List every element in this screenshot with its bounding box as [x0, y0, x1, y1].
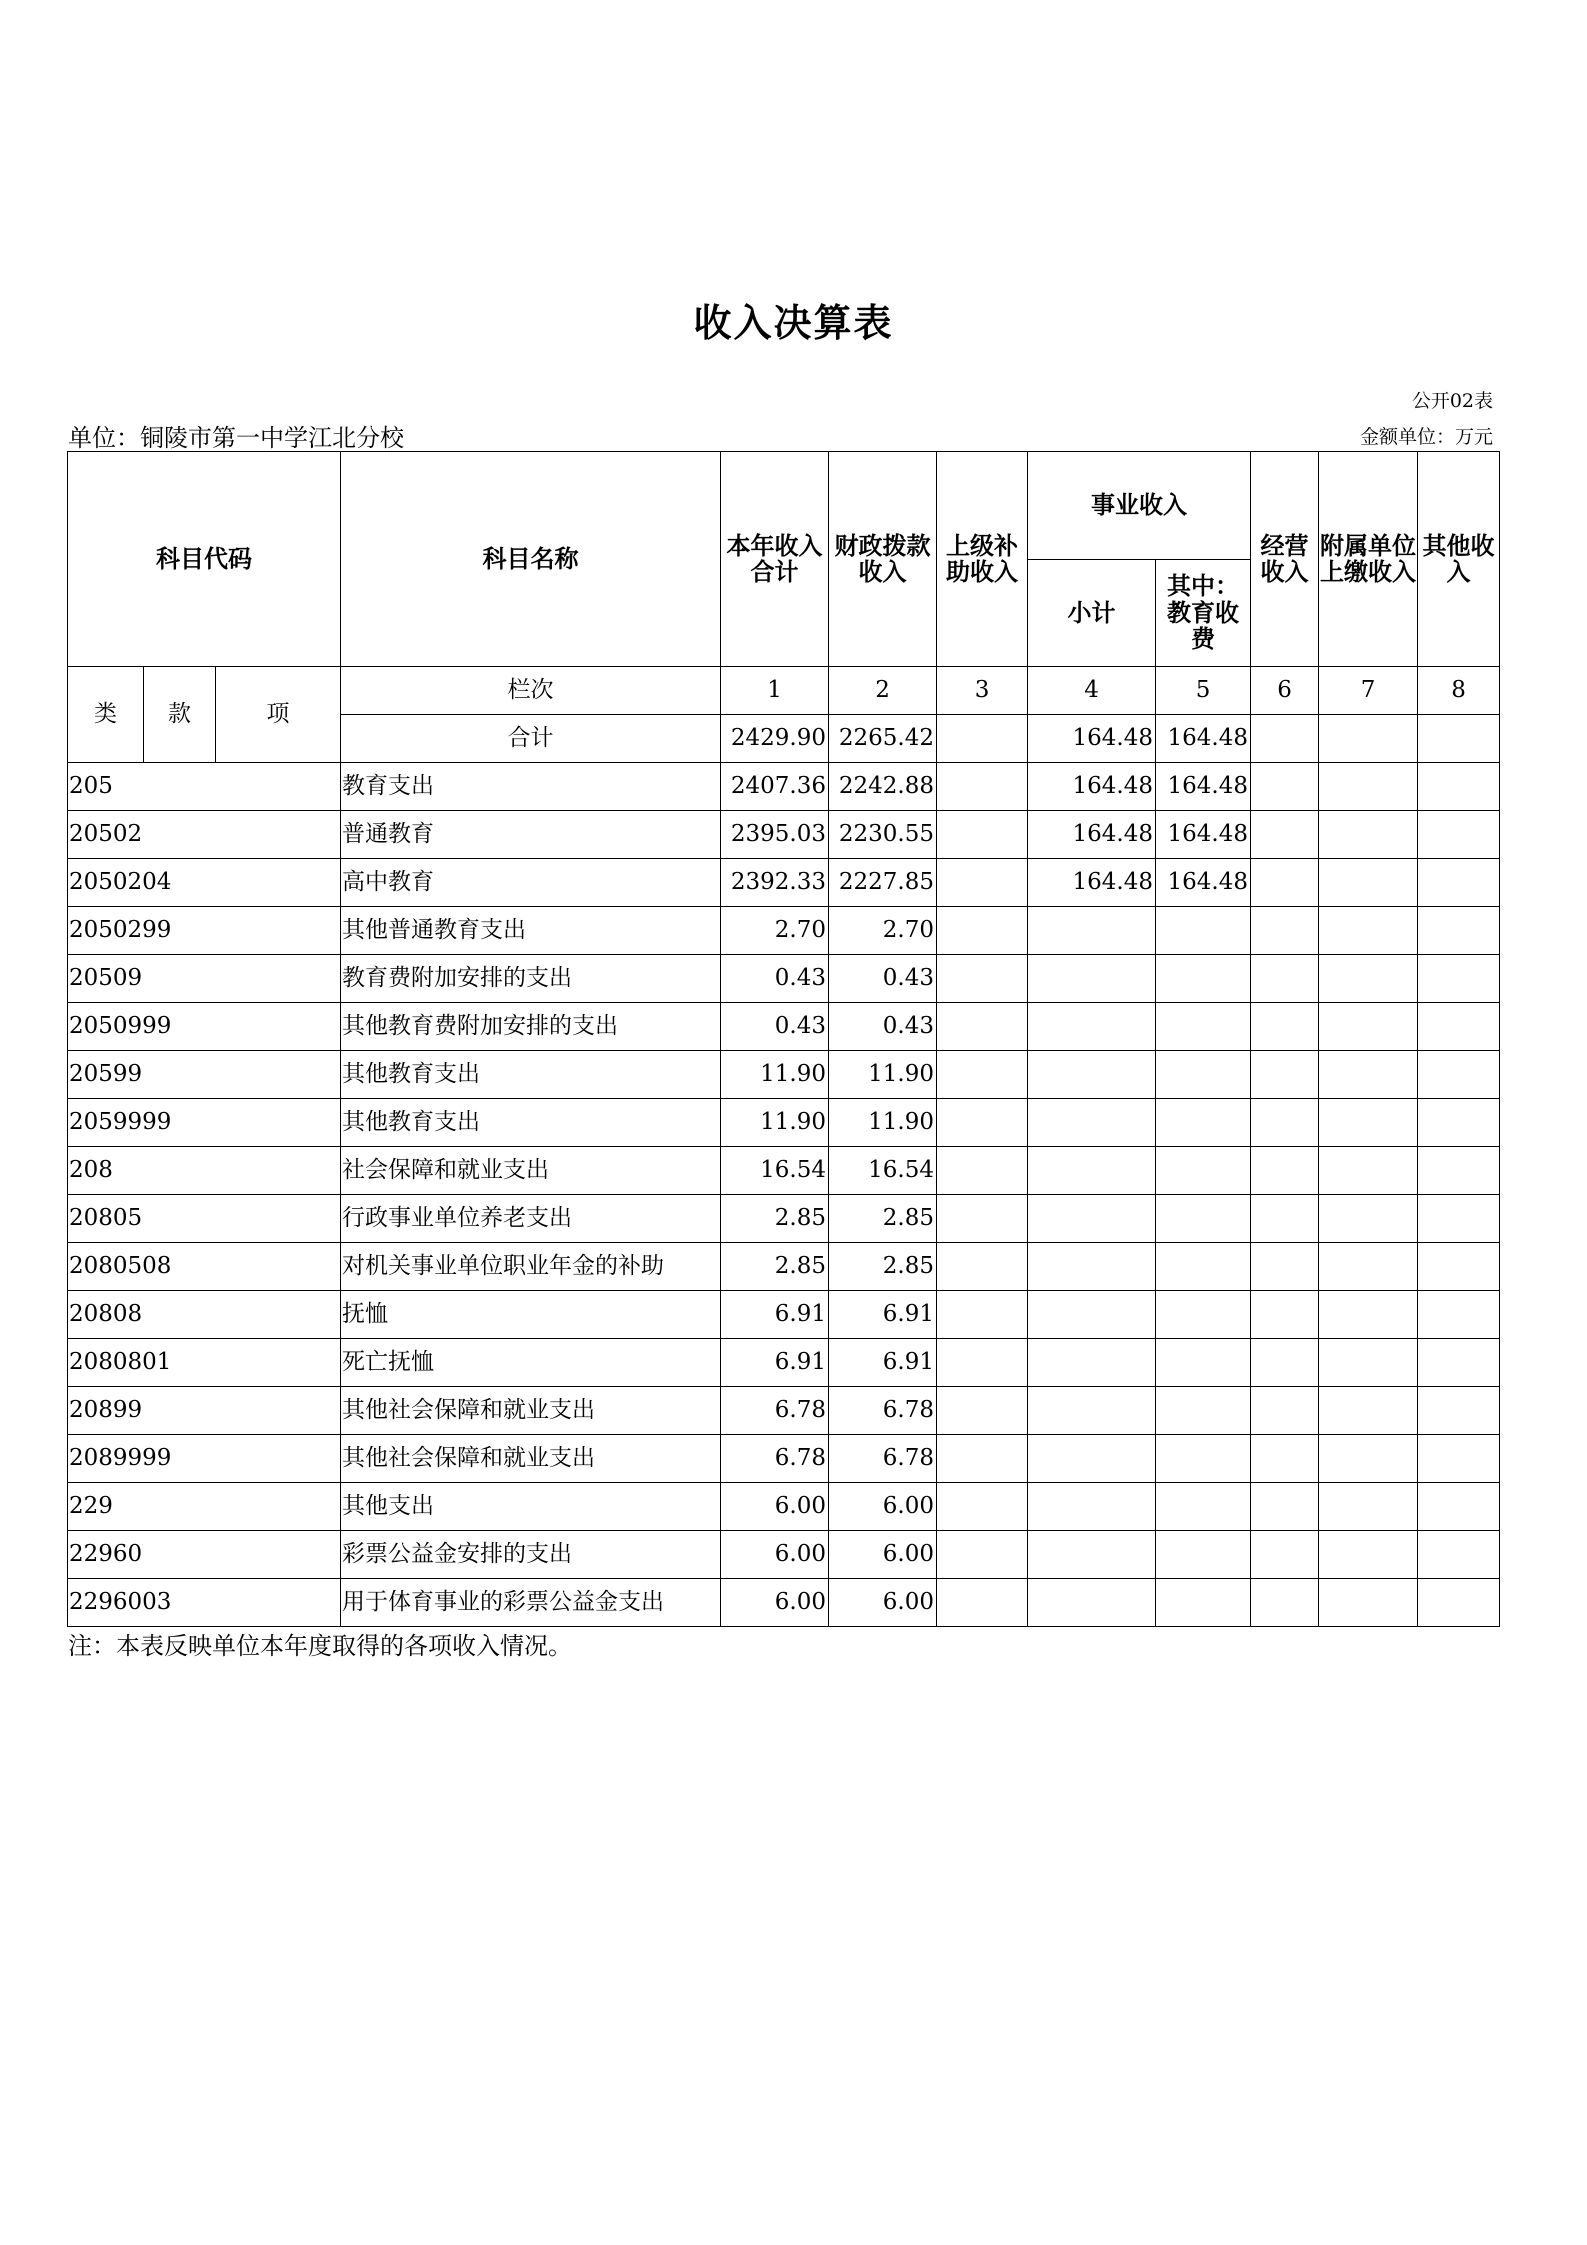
value-cell: [1319, 1531, 1418, 1579]
value-cell: [1319, 859, 1418, 907]
value-cell: [1418, 1435, 1500, 1483]
value-cell: [1418, 1195, 1500, 1243]
subject-name-cell: 其他社会保障和就业支出: [341, 1387, 721, 1435]
subject-name-cell: 普通教育: [341, 811, 721, 859]
value-cell: [1156, 1051, 1251, 1099]
value-cell: 6.78: [829, 1435, 937, 1483]
value-cell: [1418, 1003, 1500, 1051]
table-row: [68, 1435, 1500, 1483]
value-cell: [937, 811, 1028, 859]
value-cell: [1028, 1051, 1156, 1099]
col-num: 7: [1319, 667, 1418, 715]
table-row: [68, 1099, 1500, 1147]
value-cell: [1319, 907, 1418, 955]
value-cell: 2.85: [721, 1243, 829, 1291]
header-career: 事业收入: [1028, 452, 1251, 560]
value-cell: 6.91: [829, 1291, 937, 1339]
income-table: [67, 451, 1500, 1627]
header-affiliate: 附属单位上缴收入: [1319, 452, 1418, 667]
value-cell: [1319, 1003, 1418, 1051]
value-cell: [1319, 1435, 1418, 1483]
table-row: [68, 1147, 1500, 1195]
value-cell: [1319, 1051, 1418, 1099]
subject-name-cell: 彩票公益金安排的支出: [341, 1531, 721, 1579]
value-cell: 11.90: [829, 1099, 937, 1147]
value-cell: [1319, 1483, 1418, 1531]
value-cell: [1319, 1243, 1418, 1291]
value-cell: [1156, 1387, 1251, 1435]
value-cell: [1251, 811, 1319, 859]
value-cell: 6.00: [721, 1579, 829, 1627]
col-num: 1: [721, 667, 829, 715]
subject-name-cell: 社会保障和就业支出: [341, 1147, 721, 1195]
header-xiang: 项: [216, 667, 341, 763]
value-cell: [1028, 1387, 1156, 1435]
subject-name-cell: 其他社会保障和就业支出: [341, 1435, 721, 1483]
value-cell: [1418, 1387, 1500, 1435]
value-cell: 2.70: [829, 907, 937, 955]
value-cell: 2.85: [829, 1243, 937, 1291]
total-value: [1418, 715, 1500, 763]
value-cell: [1156, 1339, 1251, 1387]
value-cell: [1156, 1243, 1251, 1291]
subject-code-cell: 20899: [68, 1387, 341, 1435]
value-cell: [1251, 1339, 1319, 1387]
col-num: 4: [1028, 667, 1156, 715]
value-cell: [1319, 1387, 1418, 1435]
value-cell: [1251, 763, 1319, 811]
subject-code-cell: 20509: [68, 955, 341, 1003]
value-cell: [1418, 1243, 1500, 1291]
form-code: 公开02表: [1411, 390, 1493, 412]
header-business: 经营收入: [1251, 452, 1319, 667]
subject-code-cell: 205: [68, 763, 341, 811]
value-cell: [1156, 1147, 1251, 1195]
value-cell: [937, 1531, 1028, 1579]
subject-code-cell: 20808: [68, 1291, 341, 1339]
subject-name-cell: 教育支出: [341, 763, 721, 811]
col-num: 3: [937, 667, 1028, 715]
value-cell: 2242.88: [829, 763, 937, 811]
value-cell: [1028, 1003, 1156, 1051]
value-cell: [1319, 763, 1418, 811]
subject-name-cell: 抚恤: [341, 1291, 721, 1339]
money-unit: 金额单位：万元: [1359, 426, 1493, 448]
table-row: [68, 1003, 1500, 1051]
table-note: 注：本表反映单位本年度取得的各项收入情况。: [68, 1632, 572, 1660]
value-cell: 11.90: [829, 1051, 937, 1099]
value-cell: [1251, 1387, 1319, 1435]
value-cell: 2.70: [721, 907, 829, 955]
table-row: [68, 1531, 1500, 1579]
value-cell: [937, 763, 1028, 811]
header-subtotal: 小计: [1028, 560, 1156, 667]
value-cell: [1251, 1435, 1319, 1483]
page-title: 收入决算表: [693, 301, 894, 345]
subject-code-cell: 229: [68, 1483, 341, 1531]
total-value: [1319, 715, 1418, 763]
value-cell: [1418, 1051, 1500, 1099]
subject-name-cell: 死亡抚恤: [341, 1339, 721, 1387]
value-cell: 6.91: [721, 1339, 829, 1387]
value-cell: 6.00: [721, 1531, 829, 1579]
value-cell: [1028, 907, 1156, 955]
header-subject-code: 科目代码: [68, 452, 341, 667]
value-cell: [1418, 811, 1500, 859]
value-cell: [1251, 1531, 1319, 1579]
value-cell: [1418, 1099, 1500, 1147]
header-total-income: 本年收入合计: [721, 452, 829, 667]
table-row: [68, 763, 1500, 811]
value-cell: [1028, 1435, 1156, 1483]
value-cell: 2395.03: [721, 811, 829, 859]
table-row: [68, 1051, 1500, 1099]
table-row: [68, 1339, 1500, 1387]
col-num: 8: [1418, 667, 1500, 715]
value-cell: 16.54: [721, 1147, 829, 1195]
value-cell: 164.48: [1156, 763, 1251, 811]
subject-name-cell: 用于体育事业的彩票公益金支出: [341, 1579, 721, 1627]
value-cell: [1418, 1147, 1500, 1195]
subject-name-cell: 其他教育费附加安排的支出: [341, 1003, 721, 1051]
value-cell: [1319, 955, 1418, 1003]
value-cell: [1418, 955, 1500, 1003]
value-cell: 0.43: [721, 955, 829, 1003]
value-cell: [937, 859, 1028, 907]
total-value: 164.48: [1028, 715, 1156, 763]
value-cell: [1251, 1003, 1319, 1051]
value-cell: [1319, 811, 1418, 859]
subject-code-cell: 2059999: [68, 1099, 341, 1147]
subject-name-cell: 对机关事业单位职业年金的补助: [341, 1243, 721, 1291]
subject-name-cell: 其他支出: [341, 1483, 721, 1531]
header-lei: 类: [68, 667, 144, 763]
value-cell: [1418, 907, 1500, 955]
value-cell: [1156, 1531, 1251, 1579]
value-cell: [1156, 1003, 1251, 1051]
total-value: 2429.90: [721, 715, 829, 763]
subject-code-cell: 2050204: [68, 859, 341, 907]
value-cell: [1418, 1339, 1500, 1387]
value-cell: [1251, 1579, 1319, 1627]
value-cell: [1028, 955, 1156, 1003]
value-cell: [1028, 1243, 1156, 1291]
value-cell: [1156, 1483, 1251, 1531]
value-cell: [1156, 1435, 1251, 1483]
value-cell: [1319, 1147, 1418, 1195]
value-cell: 6.78: [721, 1435, 829, 1483]
header-superior: 上级补助收入: [937, 452, 1028, 667]
value-cell: [1251, 1195, 1319, 1243]
header-other: 其他收入: [1418, 452, 1500, 667]
value-cell: 164.48: [1156, 811, 1251, 859]
value-cell: 6.00: [829, 1531, 937, 1579]
value-cell: 6.78: [721, 1387, 829, 1435]
table-row: [68, 859, 1500, 907]
value-cell: [937, 1099, 1028, 1147]
subject-code-cell: 2296003: [68, 1579, 341, 1627]
value-cell: [1319, 1339, 1418, 1387]
value-cell: [1418, 859, 1500, 907]
value-cell: [937, 1147, 1028, 1195]
value-cell: 164.48: [1028, 859, 1156, 907]
total-value: 164.48: [1156, 715, 1251, 763]
value-cell: [1028, 1147, 1156, 1195]
value-cell: [1251, 1291, 1319, 1339]
value-cell: [937, 1051, 1028, 1099]
value-cell: [1418, 1579, 1500, 1627]
header-edu-fee: 其中：教育收费: [1156, 560, 1251, 667]
value-cell: [937, 1003, 1028, 1051]
value-cell: [1028, 1099, 1156, 1147]
value-cell: 11.90: [721, 1051, 829, 1099]
value-cell: [1251, 1147, 1319, 1195]
value-cell: [1156, 955, 1251, 1003]
value-cell: [937, 1435, 1028, 1483]
subject-name-cell: 教育费附加安排的支出: [341, 955, 721, 1003]
value-cell: [937, 1579, 1028, 1627]
value-cell: [1028, 1531, 1156, 1579]
value-cell: [1418, 763, 1500, 811]
value-cell: [1028, 1483, 1156, 1531]
value-cell: [937, 1195, 1028, 1243]
value-cell: 164.48: [1028, 811, 1156, 859]
table-row: [68, 1291, 1500, 1339]
value-cell: 6.00: [829, 1483, 937, 1531]
value-cell: [1319, 1099, 1418, 1147]
total-label: 合计: [341, 715, 721, 763]
subject-name-cell: 高中教育: [341, 859, 721, 907]
value-cell: 6.78: [829, 1387, 937, 1435]
value-cell: 2.85: [721, 1195, 829, 1243]
value-cell: [1251, 1051, 1319, 1099]
value-cell: 0.43: [829, 955, 937, 1003]
value-cell: [1156, 907, 1251, 955]
table-row: [68, 907, 1500, 955]
value-cell: [1156, 1099, 1251, 1147]
value-cell: [1028, 1291, 1156, 1339]
value-cell: [1319, 1291, 1418, 1339]
value-cell: [1418, 1531, 1500, 1579]
subject-code-cell: 2080508: [68, 1243, 341, 1291]
value-cell: [1028, 1195, 1156, 1243]
table-row: [68, 1387, 1500, 1435]
value-cell: 6.00: [829, 1579, 937, 1627]
subject-name-cell: 其他教育支出: [341, 1051, 721, 1099]
table-row: [68, 1195, 1500, 1243]
value-cell: [1251, 907, 1319, 955]
value-cell: 2392.33: [721, 859, 829, 907]
value-cell: [1319, 1579, 1418, 1627]
total-value: [1251, 715, 1319, 763]
subject-code-cell: 2089999: [68, 1435, 341, 1483]
subject-code-cell: 2050299: [68, 907, 341, 955]
value-cell: [1319, 1195, 1418, 1243]
table-row: [68, 955, 1500, 1003]
header-lanci: 栏次: [341, 667, 721, 715]
header-subject-name: 科目名称: [341, 452, 721, 667]
value-cell: [1251, 1483, 1319, 1531]
value-cell: [1418, 1483, 1500, 1531]
value-cell: 0.43: [721, 1003, 829, 1051]
value-cell: [937, 1387, 1028, 1435]
table-row: [68, 811, 1500, 859]
value-cell: 2230.55: [829, 811, 937, 859]
subject-code-cell: 20805: [68, 1195, 341, 1243]
value-cell: [1156, 1291, 1251, 1339]
value-cell: [937, 955, 1028, 1003]
table-row: [68, 1483, 1500, 1531]
subject-code-cell: 22960: [68, 1531, 341, 1579]
value-cell: 2407.36: [721, 763, 829, 811]
subject-code-cell: 20502: [68, 811, 341, 859]
col-num: 6: [1251, 667, 1319, 715]
value-cell: [1251, 859, 1319, 907]
subject-code-cell: 20599: [68, 1051, 341, 1099]
value-cell: 164.48: [1156, 859, 1251, 907]
value-cell: 2.85: [829, 1195, 937, 1243]
value-cell: 6.91: [721, 1291, 829, 1339]
value-cell: 2227.85: [829, 859, 937, 907]
subject-name-cell: 其他普通教育支出: [341, 907, 721, 955]
header-fiscal: 财政拨款收入: [829, 452, 937, 667]
subject-code-cell: 2080801: [68, 1339, 341, 1387]
value-cell: [1251, 955, 1319, 1003]
subject-code-cell: 2050999: [68, 1003, 341, 1051]
value-cell: [1156, 1579, 1251, 1627]
subject-name-cell: 其他教育支出: [341, 1099, 721, 1147]
value-cell: [937, 1339, 1028, 1387]
table-row: [68, 1243, 1500, 1291]
value-cell: 16.54: [829, 1147, 937, 1195]
value-cell: [937, 1243, 1028, 1291]
subject-name-cell: 行政事业单位养老支出: [341, 1195, 721, 1243]
value-cell: [937, 1291, 1028, 1339]
value-cell: [1028, 1339, 1156, 1387]
value-cell: 11.90: [721, 1099, 829, 1147]
value-cell: [1028, 1579, 1156, 1627]
col-num: 2: [829, 667, 937, 715]
unit-label: 单位：铜陵市第一中学江北分校: [68, 424, 404, 452]
value-cell: [937, 1483, 1028, 1531]
header-kuan: 款: [144, 667, 216, 763]
value-cell: [1251, 1099, 1319, 1147]
value-cell: 164.48: [1028, 763, 1156, 811]
col-num: 5: [1156, 667, 1251, 715]
value-cell: [1251, 1243, 1319, 1291]
total-value: [937, 715, 1028, 763]
value-cell: [937, 907, 1028, 955]
value-cell: 0.43: [829, 1003, 937, 1051]
value-cell: [1156, 1195, 1251, 1243]
total-value: 2265.42: [829, 715, 937, 763]
value-cell: 6.00: [721, 1483, 829, 1531]
table-row: [68, 1579, 1500, 1627]
value-cell: 6.91: [829, 1339, 937, 1387]
value-cell: [1418, 1291, 1500, 1339]
subject-code-cell: 208: [68, 1147, 341, 1195]
